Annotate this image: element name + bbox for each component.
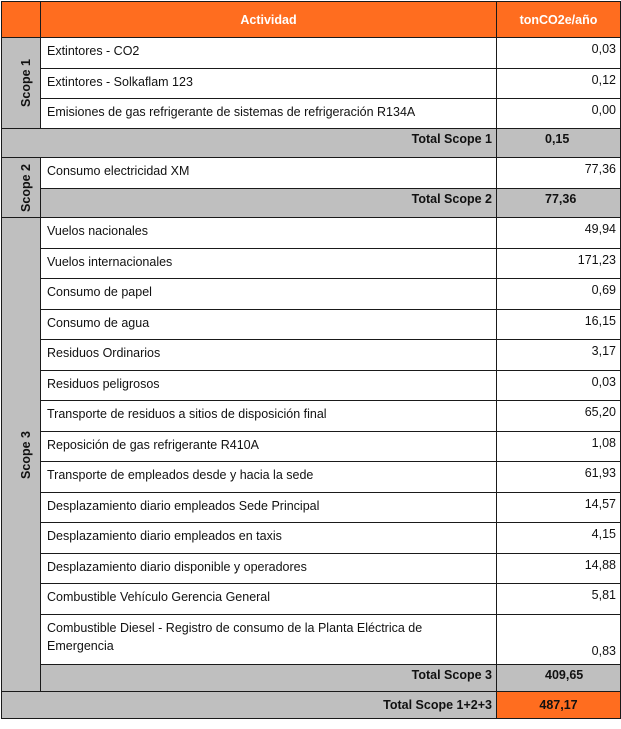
activity-cell: Combustible Diesel - Registro de consumo de la Planta Eléctrica de Emergencia bbox=[41, 615, 497, 665]
activity-cell: Combustible Vehículo Gerencia General bbox=[41, 584, 497, 615]
value-cell: 77,36 bbox=[497, 158, 621, 189]
header-unit: tonCO2e/año bbox=[497, 2, 621, 38]
table-row bbox=[2, 554, 621, 584]
table-row bbox=[2, 584, 621, 615]
value-cell: 171,23 bbox=[497, 249, 621, 279]
value-cell: 61,93 bbox=[497, 462, 621, 493]
scope-3-label: Scope 3 bbox=[18, 430, 33, 479]
scope-3-label-cell bbox=[2, 218, 41, 692]
table-row bbox=[2, 371, 621, 401]
total-scope-1-label: Total Scope 1 bbox=[2, 129, 497, 158]
value-cell: 65,20 bbox=[497, 401, 621, 432]
scope-1-label-cell bbox=[2, 38, 41, 129]
table-row bbox=[2, 493, 621, 523]
total-row bbox=[2, 665, 621, 692]
total-scope-3-value: 409,65 bbox=[497, 665, 621, 692]
table-row bbox=[2, 218, 621, 249]
activity-cell: Residuos peligrosos bbox=[41, 371, 497, 401]
table-row bbox=[2, 99, 621, 129]
total-row bbox=[2, 129, 621, 158]
grand-total-label: Total Scope 1+2+3 bbox=[2, 692, 497, 719]
table-row bbox=[2, 462, 621, 493]
value-cell: 0,03 bbox=[497, 371, 621, 401]
activity-cell: Vuelos internacionales bbox=[41, 249, 497, 279]
total-scope-1-value: 0,15 bbox=[497, 129, 621, 158]
activity-cell: Emisiones de gas refrigerante de sistemas de refrigeración R134A bbox=[41, 99, 497, 129]
table-row bbox=[2, 340, 621, 371]
activity-cell: Desplazamiento diario empleados en taxis bbox=[41, 523, 497, 554]
activity-cell: Residuos Ordinarios bbox=[41, 340, 497, 371]
table-row bbox=[2, 310, 621, 340]
activity-cell: Extintores - Solkaflam 123 bbox=[41, 69, 497, 99]
table-row bbox=[2, 158, 621, 189]
activity-cell: Vuelos nacionales bbox=[41, 218, 497, 249]
table-row bbox=[2, 279, 621, 310]
scope-1-label: Scope 1 bbox=[18, 59, 33, 107]
activity-cell: Consumo electricidad XM bbox=[41, 158, 497, 189]
table-row bbox=[2, 615, 621, 665]
grand-total-row bbox=[2, 692, 621, 719]
total-scope-2-value: 77,36 bbox=[497, 189, 621, 218]
scope-2-label: Scope 2 bbox=[18, 163, 33, 212]
total-scope-2-label: Total Scope 2 bbox=[41, 189, 497, 218]
activity-cell: Transporte de residuos a sitios de disposición final bbox=[41, 401, 497, 432]
header-activity: Actividad bbox=[41, 2, 497, 38]
value-cell: 14,88 bbox=[497, 554, 621, 584]
table-row bbox=[2, 523, 621, 554]
value-cell: 14,57 bbox=[497, 493, 621, 523]
value-cell: 0,12 bbox=[497, 69, 621, 99]
table-row bbox=[2, 249, 621, 279]
value-cell: 0,00 bbox=[497, 99, 621, 129]
total-scope-3-label: Total Scope 3 bbox=[41, 665, 497, 692]
value-cell: 16,15 bbox=[497, 310, 621, 340]
header-empty-cell bbox=[2, 2, 41, 38]
table-row bbox=[2, 69, 621, 99]
value-cell: 1,08 bbox=[497, 432, 621, 462]
value-cell: 4,15 bbox=[497, 523, 621, 554]
activity-cell: Desplazamiento diario disponible y operadores bbox=[41, 554, 497, 584]
value-cell: 5,81 bbox=[497, 584, 621, 615]
grand-total-value: 487,17 bbox=[497, 692, 621, 719]
activity-cell: Consumo de papel bbox=[41, 279, 497, 310]
value-cell: 0,83 bbox=[497, 615, 621, 665]
value-cell: 3,17 bbox=[497, 340, 621, 371]
value-cell: 49,94 bbox=[497, 218, 621, 249]
table-header-row bbox=[2, 2, 621, 38]
activity-cell: Transporte de empleados desde y hacia la sede bbox=[41, 462, 497, 493]
activity-cell: Desplazamiento diario empleados Sede Principal bbox=[41, 493, 497, 523]
total-row bbox=[2, 189, 621, 218]
activity-cell: Reposición de gas refrigerante R410A bbox=[41, 432, 497, 462]
scope-2-label-cell bbox=[2, 158, 41, 218]
table-row bbox=[2, 432, 621, 462]
emissions-table bbox=[1, 1, 621, 719]
table-row bbox=[2, 401, 621, 432]
value-cell: 0,69 bbox=[497, 279, 621, 310]
activity-cell: Extintores - CO2 bbox=[41, 38, 497, 69]
activity-cell: Consumo de agua bbox=[41, 310, 497, 340]
table-row bbox=[2, 38, 621, 69]
value-cell: 0,03 bbox=[497, 38, 621, 69]
